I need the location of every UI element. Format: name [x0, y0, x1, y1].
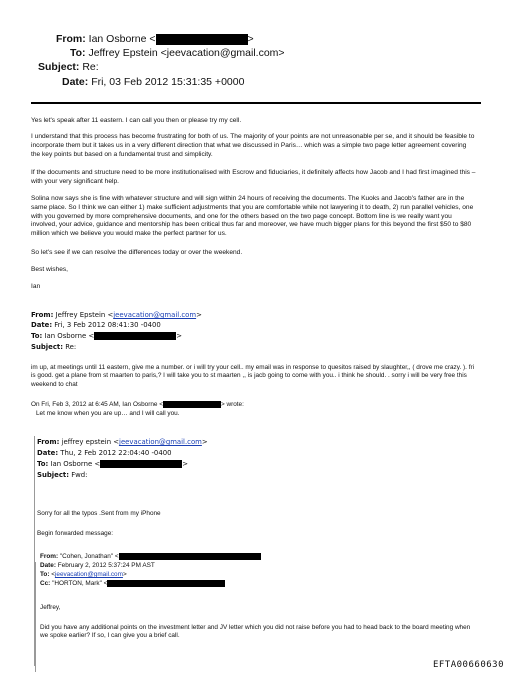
fwd-cc-label: Cc: [40, 580, 51, 588]
reply2-date-row [37, 449, 171, 458]
reply2-from-name: jeffrey epstein < [61, 438, 120, 446]
reply1-wrote-suffix: > wrote: [220, 401, 244, 409]
reply1-subject-value: Re: [65, 343, 77, 351]
header-divider [31, 102, 481, 104]
reply2-subject-value: Fwd: [71, 471, 88, 479]
body-paragraph-4: Solina now says she is fine with whatever structure and will sign within 24 hours of receiving the documents. The Kuoks and Jacob's father are in the same place. So I think we can either 1) make sufficient adjustments that you are comfortable while not lawyering it to death, 2) run parallel vehicles, one with you governed by more comprehensive documents, and one for the others based on the two page concept. Bottom line is we really want you involved, your advice, guidance and mentorship has been critical thus far and moreover, we have much bigger plans for this beyond the first $50 to $80 million which we believe you would make the perfect partner for us. [31, 195, 474, 238]
body-paragraph-5: So let's see if we can resolve the differences today or over the weekend. [31, 249, 243, 256]
header-date-row [62, 75, 244, 89]
reply1-to-value: Ian Osborne < [44, 332, 95, 340]
reply2-from-label: From: [37, 438, 60, 446]
header-date-value: Fri, 03 Feb 2012 15:31:35 +0000 [91, 76, 245, 88]
reply2-typos-line: Sorry for all the typos .Sent from my iPhone [37, 510, 161, 517]
header-to-row [70, 46, 285, 60]
reply2-from-email-link[interactable]: jeevacation@gmail.com [119, 438, 202, 446]
reply2-from-row: From: jeffrey epstein <jeevacation@gmail.com> [37, 438, 208, 446]
redaction-block [156, 34, 248, 45]
reply2-to-label: To: [37, 460, 49, 468]
fwd-from-value: "Cohen, Jonathan" < [59, 553, 119, 561]
reply1-date-value: Fri, 3 Feb 2012 08:41:30 -0400 [54, 321, 161, 329]
redaction-block [94, 332, 176, 340]
reply1-date-label: Date: [31, 321, 53, 329]
header-subject-label: Subject: [38, 61, 80, 73]
header-subject-value: Re: [82, 61, 99, 73]
fwd-date-label: Date: [40, 562, 56, 569]
document-id: EFTA00660630 [432, 660, 504, 670]
reply1-to-row: To: Ian Osborne < > [31, 332, 182, 340]
reply2-date-label: Date: [37, 449, 59, 457]
reply1-wrote-line [31, 401, 244, 410]
body-paragraph-2: I understand that this process has become frustrating for both of us. The majority of your points are not unreasonable per se, and it should be feasible to incorporate them but it takes us in a very different direction that what we discussed in Paris… which was a simple two page letter agreement covering the key points but based on a fundamental trust and simplicity. [31, 133, 475, 158]
reply1-from-name: Jeffrey Epstein < [55, 311, 114, 319]
body-paragraph-1: Yes let's speak after 11 eastern. I can call you then or please try my cell. [31, 117, 242, 124]
reply1-to-label: To: [31, 332, 43, 340]
redaction-block [163, 401, 221, 408]
reply2-date-value: Thu, 2 Feb 2012 22:04:40 -0400 [60, 449, 172, 457]
body-paragraph-3: If the documents and structure need to be more institutionalised with Escrow and fiduciaries, it definitely affects how Jacob and I had first imagined this – with your very significant help. [31, 169, 476, 185]
header-to-label: To: [70, 47, 86, 59]
redaction-block [107, 580, 225, 587]
body-signoff: Best wishes, [31, 266, 69, 273]
reply1-from-row: From: Jeffrey Epstein <jeevacation@gmail.com> [31, 311, 202, 319]
reply1-wrote-prefix: On Fri, Feb 3, 2012 at 6:45 AM, Ian Osborne < [31, 401, 163, 409]
header-to-value: Jeffrey Epstein <jeevacation@gmail.com> [88, 47, 285, 59]
fwd-cc-row [40, 580, 225, 589]
fwd-date-row [40, 562, 155, 570]
fwd-from-label: From: [40, 553, 59, 561]
reply1-date-row [31, 321, 161, 330]
reply2-subject-label: Subject: [37, 471, 69, 479]
reply1-message: im up, at meetings until 11 eastern, give me a number. or i will try your cell.. my email was in response to quesitos raised by slaughter,, ( drove me crazy. ). fri is good. get a plane from st maarten to paris,? I will take you to st maarten ,, is jacb going to come with you.. i think he should. . sorry i will be very free this weekend to chat [31, 364, 475, 388]
header-date-label: Date: [62, 76, 89, 88]
fwd-message: Did you have any additional points on the investment letter and JV letter which you did not raise before you had to head back to the board meeting when we spoke earlier? If so, I can give you a brief call. [40, 624, 471, 640]
header-subject-row [38, 60, 99, 74]
reply2-to-row: To: Ian Osborne < > [37, 460, 188, 468]
fwd-greeting: Jeffrey, [40, 604, 61, 611]
reply1-from-email-link[interactable]: jeevacation@gmail.com [113, 311, 197, 319]
header-from-label: From: [56, 33, 86, 45]
header-from-value: Ian Osborne < [88, 33, 156, 45]
reply1-subject-label: Subject: [31, 343, 63, 351]
reply2-forward-label: Begin forwarded message: [37, 530, 114, 537]
reply1-from-label: From: [31, 311, 54, 319]
header-from-row: From: Ian Osborne < > [56, 33, 254, 45]
redaction-block [100, 460, 182, 468]
reply1-quote: Let me know when you are up… and I will call you. [36, 410, 180, 417]
reply1-subject-row [31, 343, 76, 352]
redaction-block [119, 553, 261, 560]
reply2-to-value: Ian Osborne < [50, 460, 101, 468]
fwd-to-row: To: <jeevacation@gmail.com> [40, 571, 127, 578]
reply2-subject-row [37, 471, 87, 480]
fwd-to-email-link[interactable]: jeevacation@gmail.com [54, 571, 123, 578]
fwd-cc-value: "HORTON, Mark" < [52, 580, 108, 588]
fwd-from-row [40, 553, 261, 562]
fwd-date-value: February 2, 2012 5:37:24 PM AST [57, 562, 155, 569]
body-signature: Ian [31, 283, 41, 290]
fwd-to-label: To: [40, 571, 50, 578]
